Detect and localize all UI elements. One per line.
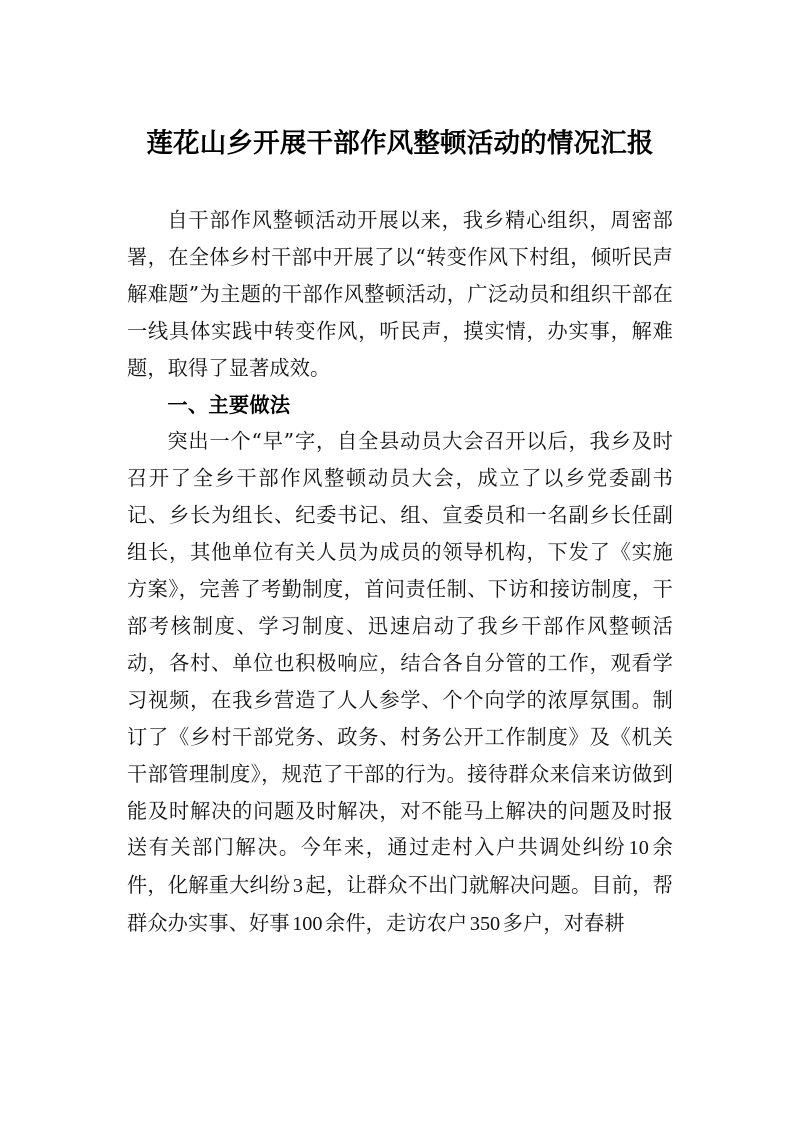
document-title: 莲花山乡开展干部作风整顿活动的情况汇报: [146, 128, 654, 159]
inline-numeral: 10: [628, 837, 649, 860]
inline-numeral: 3: [292, 875, 303, 898]
section-heading-main-practices: 一、主要做法: [167, 392, 291, 417]
document-content-column: [127, 0, 673, 943]
inline-numeral: 350: [469, 913, 501, 936]
inline-numeral: 100: [292, 913, 323, 936]
paragraph-section-1-body: 突出一个“早”字，自全县动员大会召开以后，我乡及时召开了全乡干部作风整顿动员大会，成立了以乡党委副书记、乡长为组长、纪委书记、组、宣委员和一名副乡长任副组长，其他单位有关人员为成员的领导机构，下发了《实施方案》，完善了考勤制度，首问责任制、下访和接访制度，干部考核制度、学习制度、迅速启动了我乡干部作风整顿活动，各村、单位也积极响应，结合各自分管的工作，观看学习视频，在我乡营造了人人参学、个个向学的浓厚氛围。制订了《乡村干部党务、政务、村务公开工作制度》及《机关干部管理制度》，规范了干部的行为。接待群众来信来访做到能及时解决的问题及时解决，对不能马上解决的问题及时报送有关部门解决。今年来，通过走村入户共调处纠纷 10 余件，化解重大纠纷 3 起，让群众不出门就解决问题。目前，帮群众办实事、好事 100 余件，走访农户 350 多户，对春耕: [127, 429, 674, 936]
paragraph-intro: 自干部作风整顿活动开展以来，我乡精心组织，周密部署，在全体乡村干部中开展了以“转变作风下村组，倾听民声解难题”为主题的干部作风整顿活动，广泛动员和组织干部在一线具体实践中转变作风，听民声，摸实情，办实事，解难题，取得了显著成效。: [127, 208, 673, 380]
